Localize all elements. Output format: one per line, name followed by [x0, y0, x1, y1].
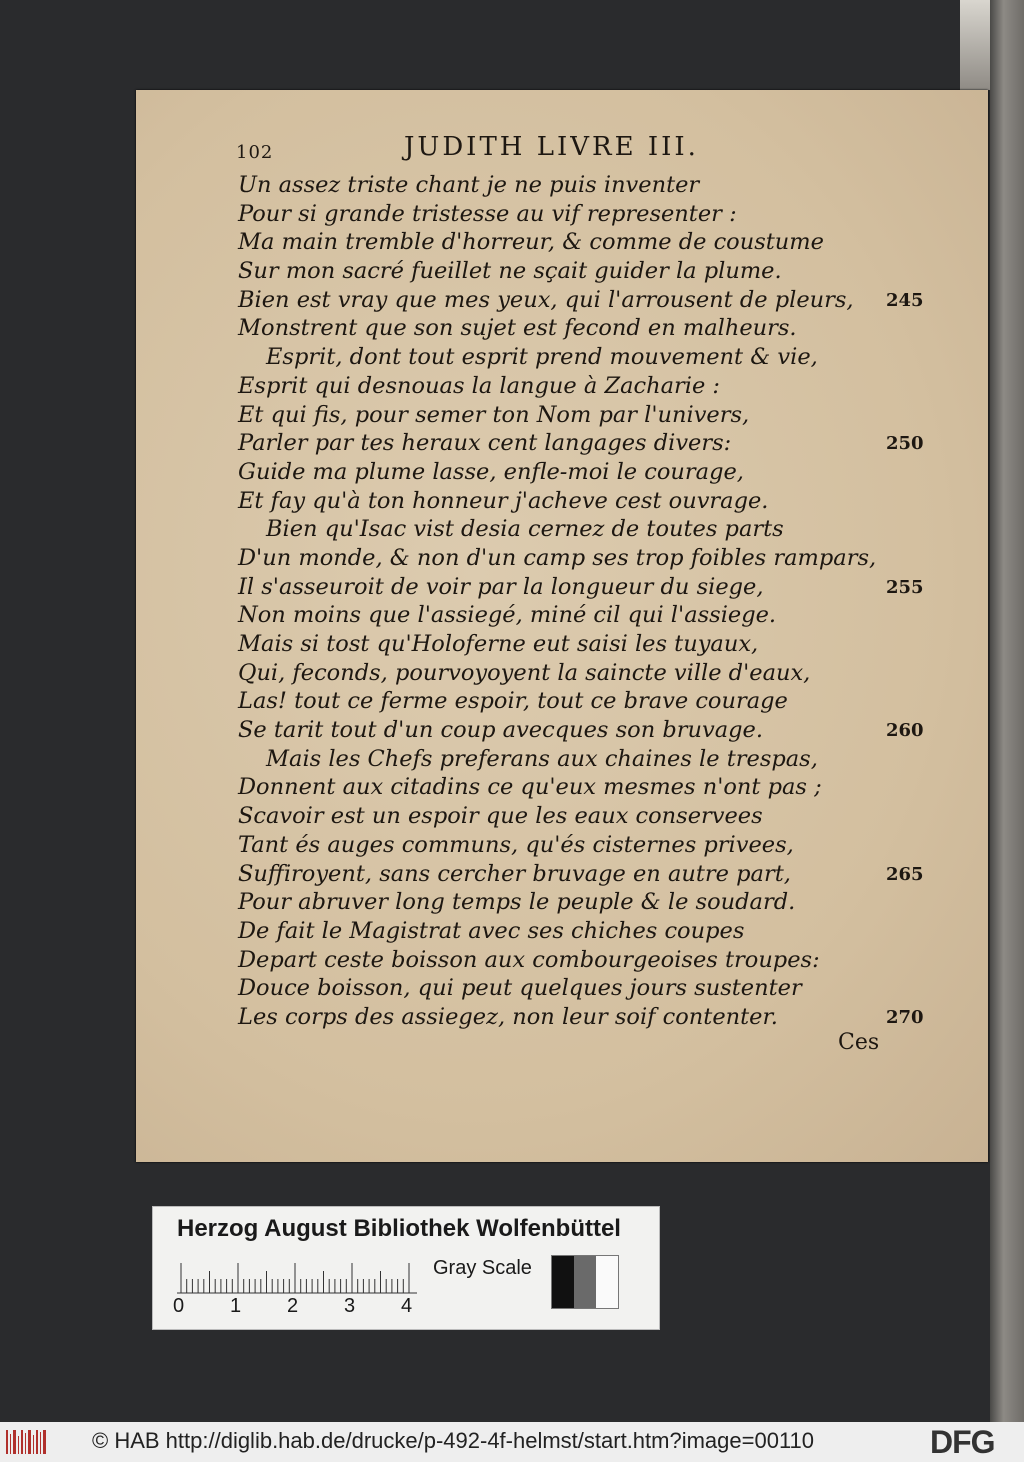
verse-block — [238, 171, 878, 1032]
adjacent-page-edge — [990, 0, 1024, 1422]
swatch-black — [552, 1256, 574, 1308]
hab-logo-icon — [6, 1428, 48, 1456]
verse-line: Pour si grande tristesse au vif representer : — [238, 200, 737, 227]
footer-bar — [0, 1422, 1024, 1462]
verse-line: Les corps des assiegez, non leur soif contenter. — [238, 1003, 778, 1030]
ruler-number: 2 — [287, 1295, 299, 1317]
verse-line: Il s'asseuroit de voir par la longueur du siege, — [238, 573, 764, 600]
verse-line: Un assez triste chant je ne puis inventer — [238, 172, 700, 198]
verse-line: Tant és auges communs, qu'és cisternes privees, — [238, 831, 794, 858]
verse-line: Las! tout ce ferme espoir, tout ce brave courage — [238, 688, 788, 715]
ruler-number: 3 — [344, 1295, 356, 1317]
verse-line: Suffiroyent, sans cercher bruvage en autre part, — [238, 860, 791, 887]
library-name: Herzog August Bibliothek Wolfenbüttel — [177, 1215, 621, 1242]
line-number: 260 — [886, 720, 924, 742]
line-number: 265 — [886, 863, 924, 885]
verse-line: Scavoir est un espoir que les eaux conservees — [238, 803, 763, 830]
ruler-number: 4 — [401, 1295, 413, 1317]
swatch-white — [596, 1256, 618, 1308]
verse-line: Ma main tremble d'horreur, & comme de coustume — [238, 229, 824, 256]
color-calibration-card — [152, 1206, 660, 1330]
verse-line: Pour abruver long temps le peuple & le soudard. — [238, 889, 796, 916]
verse-line: Mais si tost qu'Holoferne eut saisi les tuyaux, — [238, 631, 759, 657]
verse-line: Bien est vray que mes yeux, qui l'arrousent de pleurs, — [238, 286, 854, 313]
line-number: 250 — [886, 433, 924, 455]
verse-line: Parler par tes heraux cent langages divers: — [238, 430, 732, 457]
verse-line: Et fay qu'à ton honneur j'acheve cest ouvrage. — [238, 487, 769, 514]
verse-line: Esprit, dont tout esprit prend mouvement & vie, — [266, 344, 818, 371]
gray-scale-label: Gray Scale — [433, 1257, 532, 1279]
verse-line: D'un monde, & non d'un camp ses trop foibles rampars, — [238, 544, 877, 571]
verse-line: Non moins que l'assiegé, miné cil qui l'assiege. — [238, 602, 777, 629]
verse-line: Mais les Chefs preferans aux chaines le trespas, — [266, 745, 818, 772]
verse-line: Esprit qui desnouas la langue à Zacharie : — [238, 372, 721, 399]
folio-number: 102 — [236, 142, 274, 163]
line-number: 270 — [886, 1007, 924, 1029]
verse-line: Donnent aux citadins ce qu'eux mesmes n'ont pas ; — [238, 774, 822, 801]
ruler-icon — [177, 1257, 417, 1295]
verse-line: Douce boisson, qui peut quelques jours sustenter — [238, 975, 802, 1002]
dfg-logo: DFG — [930, 1424, 995, 1460]
verse-line: Depart ceste boisson aux combourgeoises troupes: — [238, 946, 820, 973]
verse-line: Sur mon sacré fueillet ne sçait guider la plume. — [238, 258, 782, 285]
verse-line: Monstrent que son sujet est fecond en malheurs. — [238, 315, 797, 342]
verse-line: Qui, feconds, pourvoyoyent la saincte ville d'eaux, — [238, 659, 811, 686]
verse-line: Bien qu'Isac vist desia cernez de toutes parts — [266, 516, 784, 543]
running-head — [236, 132, 716, 168]
gray-scale-swatches — [551, 1255, 619, 1309]
page-title: JUDITH LIVRE III. — [404, 132, 699, 162]
copyright-url[interactable]: © HAB http://diglib.hab.de/drucke/p-492-4f-helmst/start.htm?image=00110 — [92, 1428, 815, 1453]
swatch-gray — [574, 1256, 596, 1308]
catchword: Ces — [838, 1030, 880, 1055]
verse-line: Se tarit tout d'un coup avecques son bruvage. — [238, 717, 764, 744]
ruler-number: 0 — [173, 1295, 185, 1317]
verse-line: Et qui fis, pour semer ton Nom par l'univers, — [238, 401, 750, 428]
line-number: 245 — [886, 289, 924, 311]
verse-line: De fait le Magistrat avec ses chiches coupes — [238, 917, 745, 944]
line-number: 255 — [886, 576, 924, 598]
verse-line: Guide ma plume lasse, enfle-moi le courage, — [238, 458, 744, 485]
ruler-number: 1 — [230, 1295, 242, 1317]
